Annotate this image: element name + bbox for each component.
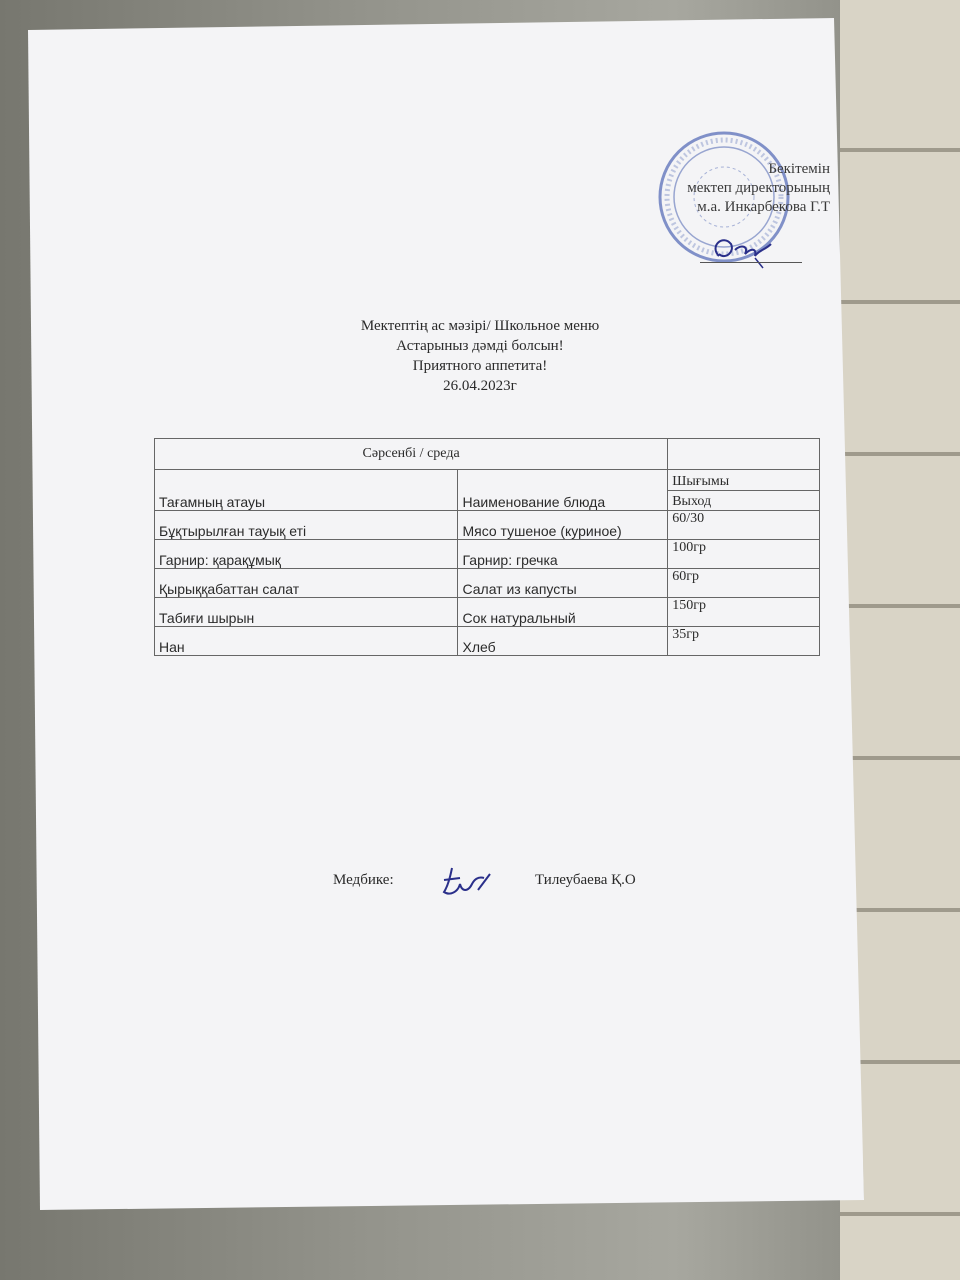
row-ru: Мясо тушеное (куриное) bbox=[458, 511, 668, 540]
nurse-label: Медбике: bbox=[333, 872, 394, 888]
row-ru: Сок натуральный bbox=[458, 598, 668, 627]
table-row bbox=[155, 627, 820, 656]
approval-line-2: мектеп директорының bbox=[687, 180, 830, 196]
director-signature-icon bbox=[705, 230, 775, 270]
header-kz: Тағамның атауы bbox=[155, 470, 458, 511]
row-kz: Нан bbox=[155, 627, 458, 656]
menu-title-block bbox=[280, 316, 680, 396]
day-cell: Сәрсенбі / среда bbox=[155, 439, 668, 470]
table-row bbox=[155, 511, 820, 540]
header-ru: Наименование блюда bbox=[458, 470, 668, 511]
row-kz: Қырыққабаттан салат bbox=[155, 569, 458, 598]
table-header-row bbox=[155, 470, 820, 491]
header-out-kz: Шығымы bbox=[668, 470, 820, 491]
menu-table bbox=[154, 438, 820, 656]
table-row bbox=[155, 598, 820, 627]
row-out: 150гр bbox=[668, 598, 820, 627]
row-out: 100гр bbox=[668, 540, 820, 569]
row-kz: Гарнир: қарақұмық bbox=[155, 540, 458, 569]
header-out-ru: Выход bbox=[668, 490, 820, 511]
menu-date: 26.04.2023г bbox=[443, 378, 517, 394]
row-ru: Хлеб bbox=[458, 627, 668, 656]
row-kz: Табиғи шырын bbox=[155, 598, 458, 627]
row-ru: Гарнир: гречка bbox=[458, 540, 668, 569]
table-row bbox=[155, 569, 820, 598]
approval-block bbox=[620, 160, 830, 217]
table-row bbox=[155, 540, 820, 569]
menu-title: Мектептің ас мәзірі/ Школьное меню bbox=[360, 318, 600, 334]
approval-line-3: м.а. Инкарбекова Г.Т bbox=[697, 199, 830, 215]
row-kz: Бұқтырылған тауық еті bbox=[155, 511, 458, 540]
signature-line bbox=[700, 262, 802, 263]
nurse-name: Тилеубаева Қ.О bbox=[535, 872, 636, 888]
wish-ru: Приятного аппетита! bbox=[412, 358, 548, 374]
row-ru: Салат из капусты bbox=[458, 569, 668, 598]
table-day-row bbox=[155, 439, 820, 470]
approval-line-1: Бекітемін bbox=[768, 161, 830, 177]
empty-cell bbox=[668, 439, 820, 470]
wish-kz: Астарыныз дәмді болсын! bbox=[396, 338, 564, 354]
row-out: 60/30 bbox=[668, 511, 820, 540]
row-out: 60гр bbox=[668, 569, 820, 598]
row-out: 35гр bbox=[668, 627, 820, 656]
nurse-signature-icon bbox=[438, 862, 498, 902]
